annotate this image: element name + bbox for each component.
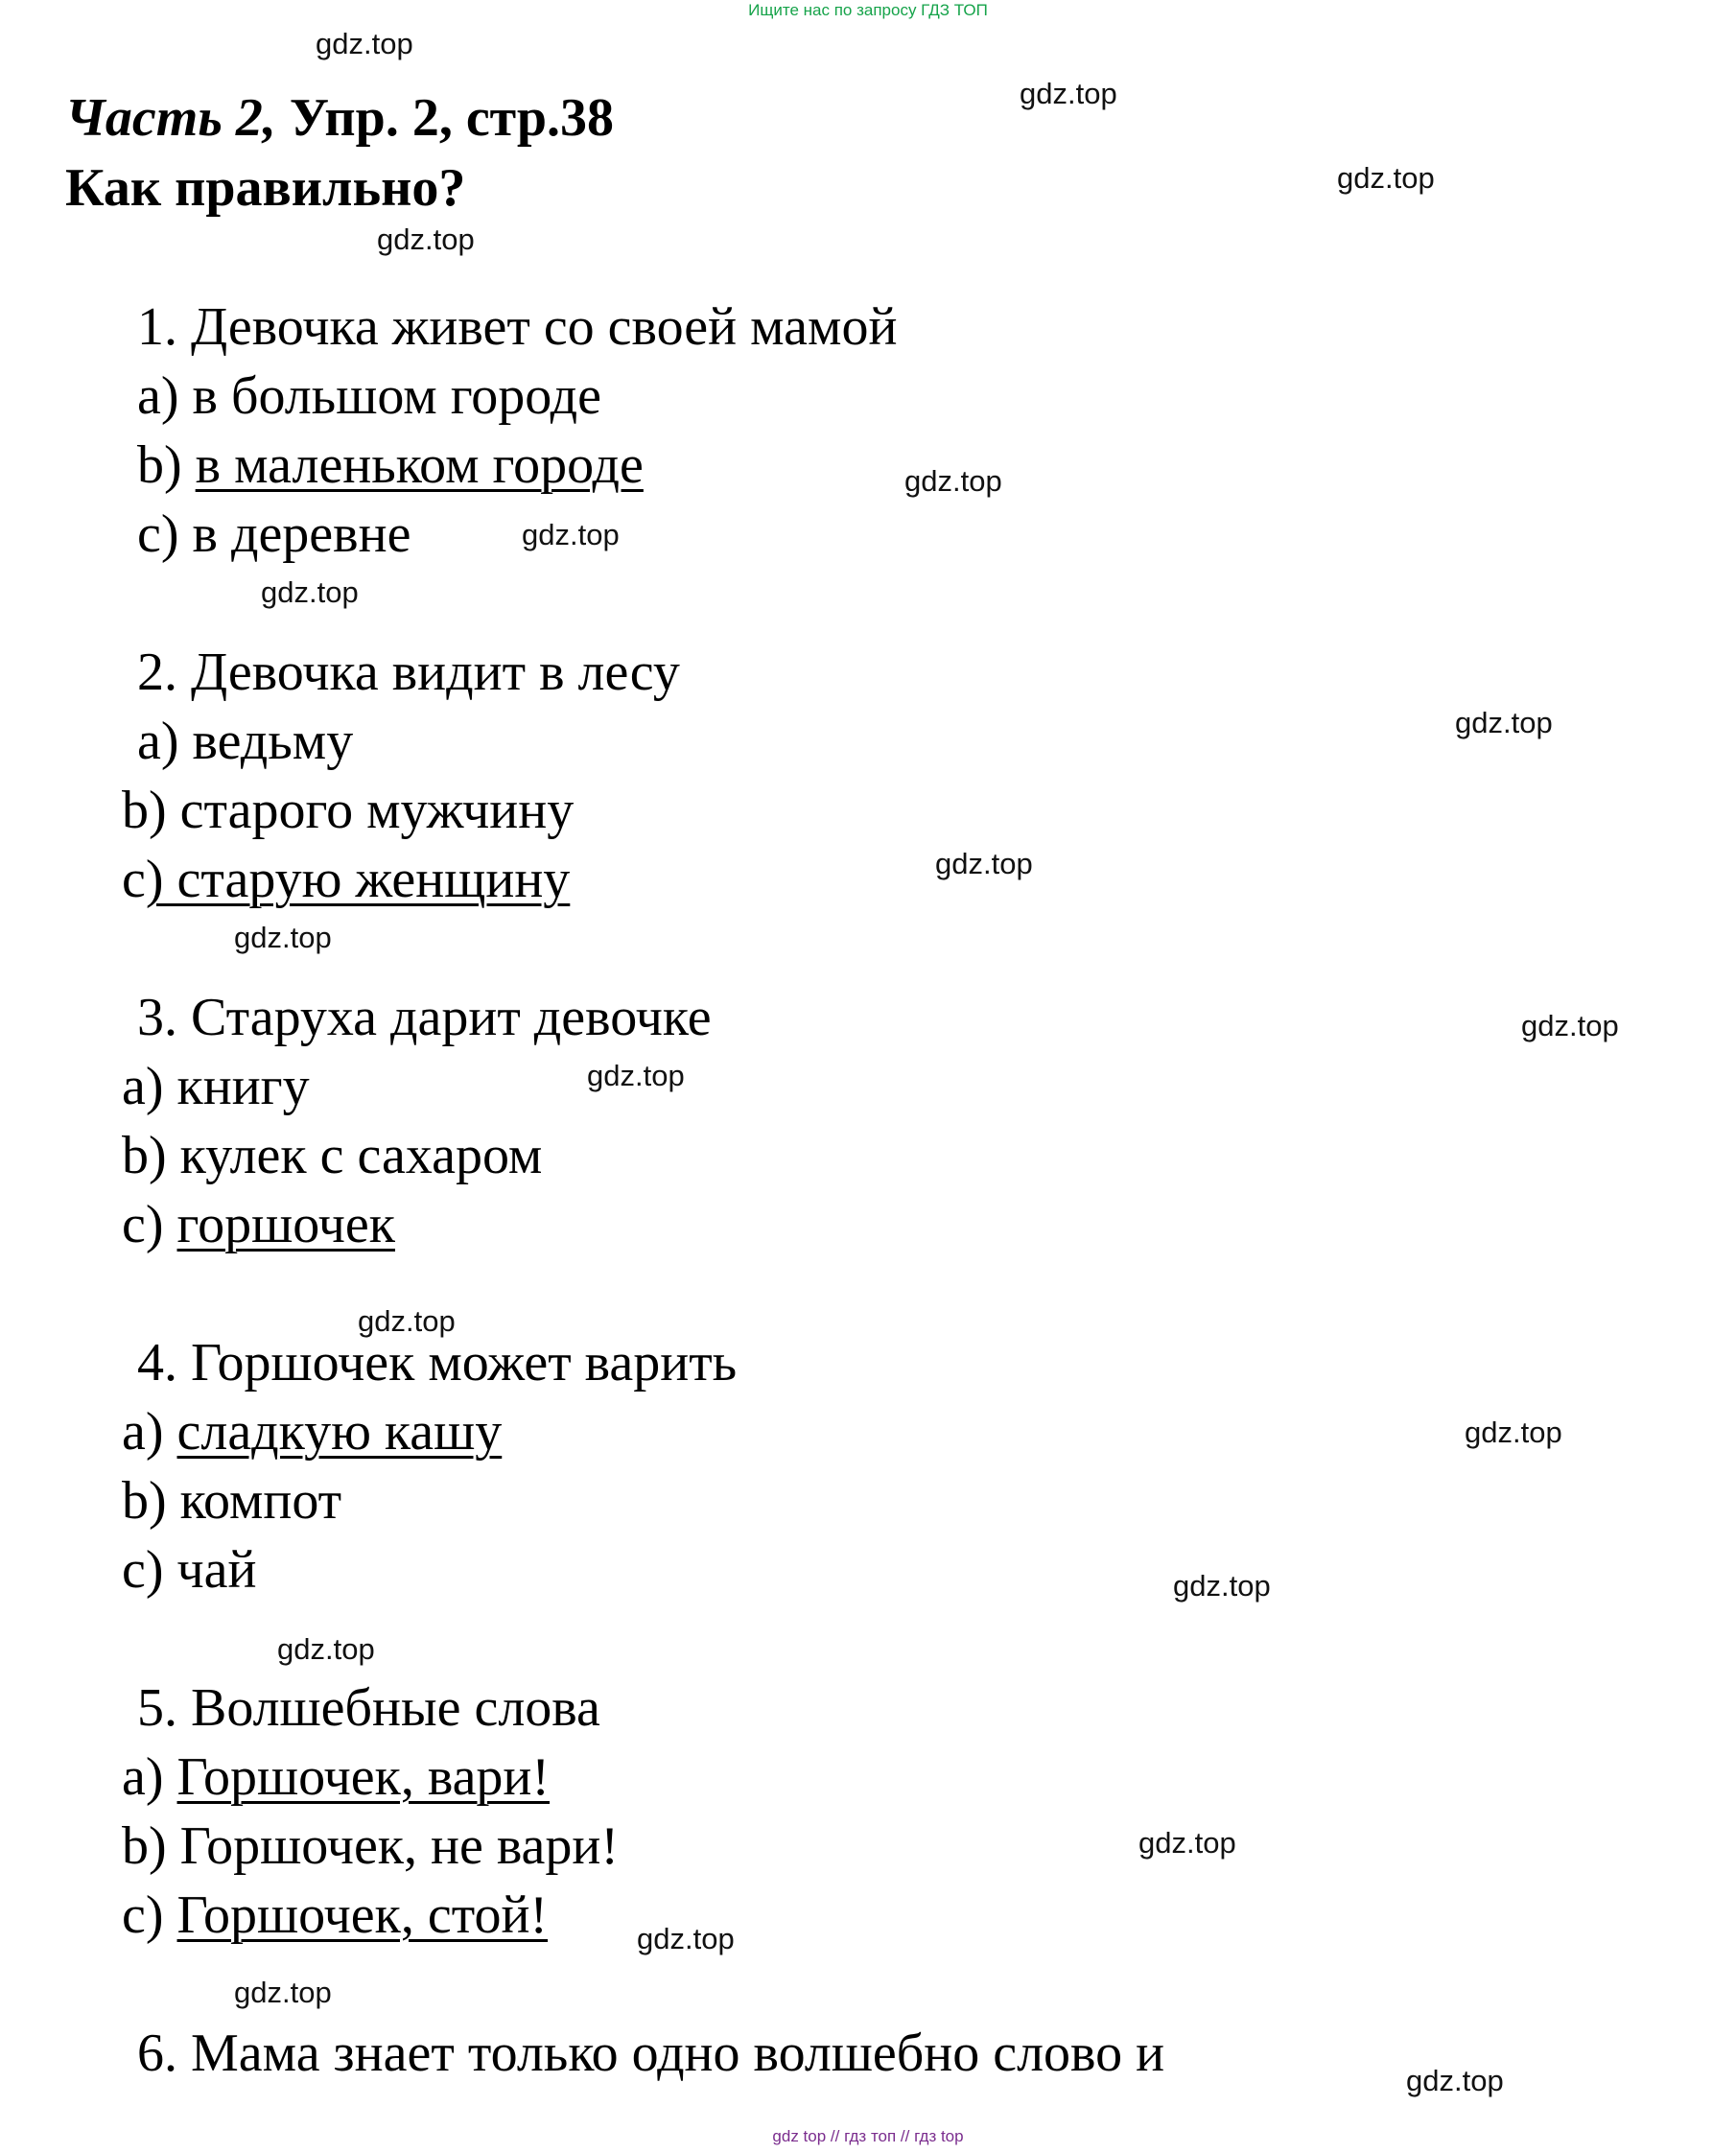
option-letter: b) [122, 1816, 180, 1876]
option-text: в большом городе [192, 366, 601, 426]
question-3-option-a [122, 1053, 310, 1120]
option-letter: a) [137, 712, 193, 771]
page-title [65, 84, 614, 152]
question-4-option-c [122, 1536, 257, 1603]
option-text: книгу [176, 1057, 310, 1116]
option-letter: a) [137, 366, 193, 426]
watermark: gdz.top [522, 518, 620, 551]
question-5: 5. Волшебные слова [137, 1678, 600, 1738]
watermark: gdz.top [1465, 1416, 1562, 1449]
option-letter: a) [122, 1747, 177, 1807]
question-5-option-b [122, 1813, 619, 1880]
option-text-correct: Горшочек, вари! [176, 1747, 551, 1807]
watermark: gdz.top [316, 27, 413, 60]
watermark: gdz.top [1521, 1009, 1619, 1042]
option-text-correct: Горшочек, стой! [176, 1885, 549, 1945]
option-letter: a) [122, 1402, 177, 1462]
watermark: gdz.top [1173, 1569, 1271, 1603]
question-2: 2. Девочка видит в лесу [137, 643, 680, 702]
question-1-option-b [137, 432, 644, 499]
watermark: gdz.top [1020, 77, 1117, 110]
option-text: компот [179, 1471, 342, 1531]
option-text: кулек с сахаром [179, 1126, 543, 1185]
watermark: gdz.top [234, 921, 332, 954]
option-letter: a) [122, 1057, 177, 1116]
option-letter: c) [137, 504, 193, 564]
question-3: 3. Старуха дарит девочке [137, 988, 712, 1047]
search-banner[interactable]: Ищите нас по запросу ГДЗ ТОП [748, 1, 988, 19]
watermark: gdz.top [261, 575, 359, 609]
option-text-correct: ) старую женщину [145, 850, 571, 909]
question-1: 1. Девочка живет со своей мамой [137, 297, 898, 357]
option-text-correct: в маленьком городе [195, 435, 644, 495]
watermark: gdz.top [377, 222, 475, 256]
question-3-option-b [122, 1122, 542, 1189]
option-text: ведьму [192, 712, 354, 771]
option-letter: b) [122, 1126, 180, 1185]
option-letter: b) [137, 435, 196, 495]
question-6: 6. Мама знает только одно волшебно слово и [137, 2024, 1165, 2083]
watermark: gdz.top [935, 847, 1033, 880]
option-letter: c) [122, 1195, 177, 1254]
question-1-option-c [137, 501, 411, 568]
watermark: gdz.top [1406, 2064, 1504, 2097]
footer-links[interactable]: gdz top // гдз топ // гдз top [772, 2127, 964, 2145]
option-letter: b) [122, 1471, 180, 1531]
question-4-option-a [122, 1398, 502, 1465]
watermark: gdz.top [1455, 706, 1553, 739]
watermark: gdz.top [587, 1059, 685, 1092]
question-1-option-a [137, 363, 601, 430]
option-text: Горшочек, не вари! [179, 1816, 620, 1876]
option-text: в деревне [192, 504, 411, 564]
question-5-option-a [122, 1743, 550, 1811]
watermark: gdz.top [277, 1632, 375, 1666]
watermark: gdz.top [1337, 161, 1435, 195]
option-text-correct: горшочек [176, 1195, 395, 1254]
option-text: чай [176, 1540, 257, 1600]
title-exercise: Упр. 2, стр.38 [275, 88, 615, 148]
option-letter: c [122, 850, 146, 909]
question-5-option-c [122, 1882, 548, 1949]
option-text: старого мужчину [179, 781, 575, 840]
title-part: Часть 2, [65, 88, 276, 148]
option-text-correct: сладкую кашу [176, 1402, 503, 1462]
watermark: gdz.top [637, 1922, 735, 1955]
page-subtitle: Как правильно? [65, 158, 466, 218]
option-letter: c) [122, 1885, 177, 1945]
question-2-option-a [137, 708, 353, 775]
question-2-option-c [122, 846, 570, 913]
watermark: gdz.top [358, 1304, 456, 1338]
option-letter: b) [122, 781, 180, 840]
question-4-option-b [122, 1467, 341, 1534]
question-2-option-b [122, 777, 574, 844]
option-letter: c) [122, 1540, 177, 1600]
watermark: gdz.top [1138, 1826, 1236, 1860]
watermark: gdz.top [234, 1976, 332, 2009]
question-4: 4. Горшочек может варить [137, 1333, 738, 1392]
watermark: gdz.top [904, 464, 1002, 498]
question-3-option-c [122, 1191, 395, 1258]
